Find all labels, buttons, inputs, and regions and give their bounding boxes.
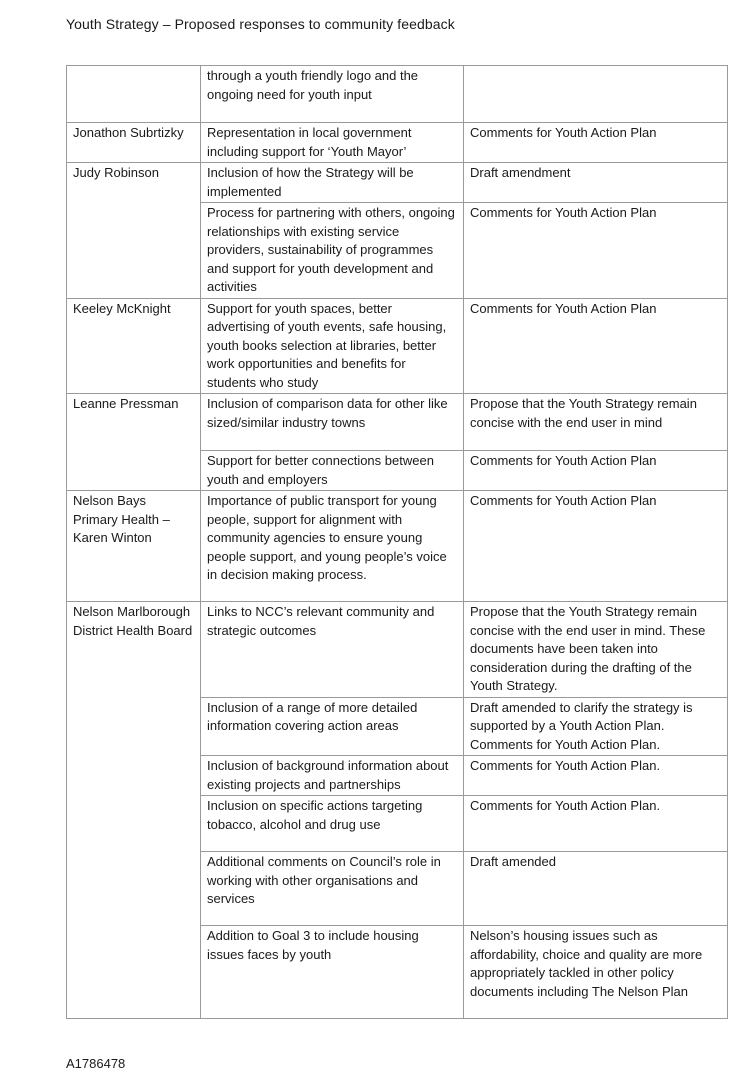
- response-cell: Comments for Youth Action Plan: [464, 451, 728, 491]
- submitter-cell: [67, 756, 201, 796]
- submitter-cell: Jonathon Subrtizky: [67, 123, 201, 163]
- table-row: [67, 491, 728, 602]
- feedback-table: [66, 65, 728, 1019]
- feedback-cell: Support for better connections between youth and employers: [201, 451, 464, 491]
- response-cell: Propose that the Youth Strategy remain concise with the end user in mind. These documents have been taken into consideration during the drafting of the Youth Strategy.: [464, 602, 728, 698]
- document-id: A1786478: [66, 1056, 126, 1071]
- table-row: [67, 451, 728, 491]
- submitter-cell: [67, 796, 201, 852]
- feedback-cell: Importance of public transport for young people, support for alignment with community agencies to ensure young people support, and young people’s voice in decision making process.: [201, 491, 464, 602]
- table-row: [67, 756, 728, 796]
- feedback-cell: Process for partnering with others, ongoing relationships with existing service providers, sustainability of programmes and support for youth development and activities: [201, 203, 464, 299]
- table-row: [67, 602, 728, 698]
- response-cell: Draft amended to clarify the strategy is supported by a Youth Action Plan. Comments for Youth Action Plan.: [464, 697, 728, 756]
- response-cell: Comments for Youth Action Plan: [464, 491, 728, 602]
- response-cell: Draft amended: [464, 852, 728, 926]
- feedback-cell: Representation in local government including support for ‘Youth Mayor’: [201, 123, 464, 163]
- page-header-title: Youth Strategy – Proposed responses to community feedback: [66, 16, 455, 32]
- submitter-cell: Nelson Marlborough District Health Board: [67, 602, 201, 698]
- feedback-cell: through a youth friendly logo and the ongoing need for youth input: [201, 66, 464, 123]
- submitter-cell: [67, 203, 201, 299]
- submitter-cell: [67, 451, 201, 491]
- table-row: [67, 298, 728, 394]
- submitter-cell: Nelson Bays Primary Health – Karen Winton: [67, 491, 201, 602]
- feedback-cell: Support for youth spaces, better advertising of youth events, safe housing, youth books selection at libraries, better work opportunities and benefits for students who study: [201, 298, 464, 394]
- table-row: [67, 66, 728, 123]
- response-cell: Nelson’s housing issues such as affordability, choice and quality are more appropriately tackled in other policy documents including The Nelson Plan: [464, 926, 728, 1019]
- feedback-cell: Inclusion of how the Strategy will be implemented: [201, 163, 464, 203]
- response-cell: Comments for Youth Action Plan.: [464, 796, 728, 852]
- response-cell: Comments for Youth Action Plan.: [464, 756, 728, 796]
- response-cell: Draft amendment: [464, 163, 728, 203]
- response-cell: Comments for Youth Action Plan: [464, 203, 728, 299]
- submitter-cell: Keeley McKnight: [67, 298, 201, 394]
- feedback-cell: Additional comments on Council’s role in working with other organisations and services: [201, 852, 464, 926]
- feedback-cell: Inclusion of background information about existing projects and partnerships: [201, 756, 464, 796]
- submitter-cell: Leanne Pressman: [67, 394, 201, 451]
- feedback-cell: Inclusion of comparison data for other like sized/similar industry towns: [201, 394, 464, 451]
- feedback-cell: Addition to Goal 3 to include housing issues faces by youth: [201, 926, 464, 1019]
- submitter-cell: [67, 66, 201, 123]
- table-row: [67, 123, 728, 163]
- submitter-cell: [67, 852, 201, 926]
- submitter-cell: Judy Robinson: [67, 163, 201, 203]
- table-row: [67, 163, 728, 203]
- feedback-cell: Inclusion on specific actions targeting tobacco, alcohol and drug use: [201, 796, 464, 852]
- submitter-cell: [67, 926, 201, 1019]
- table-row: [67, 926, 728, 1019]
- response-cell: Propose that the Youth Strategy remain concise with the end user in mind: [464, 394, 728, 451]
- feedback-cell: Links to NCC’s relevant community and strategic outcomes: [201, 602, 464, 698]
- response-cell: [464, 66, 728, 123]
- table-row: [67, 796, 728, 852]
- table-row: [67, 203, 728, 299]
- table-row: [67, 697, 728, 756]
- table-row: [67, 852, 728, 926]
- feedback-cell: Inclusion of a range of more detailed information covering action areas: [201, 697, 464, 756]
- response-cell: Comments for Youth Action Plan: [464, 123, 728, 163]
- response-cell: Comments for Youth Action Plan: [464, 298, 728, 394]
- table-row: [67, 394, 728, 451]
- submitter-cell: [67, 697, 201, 756]
